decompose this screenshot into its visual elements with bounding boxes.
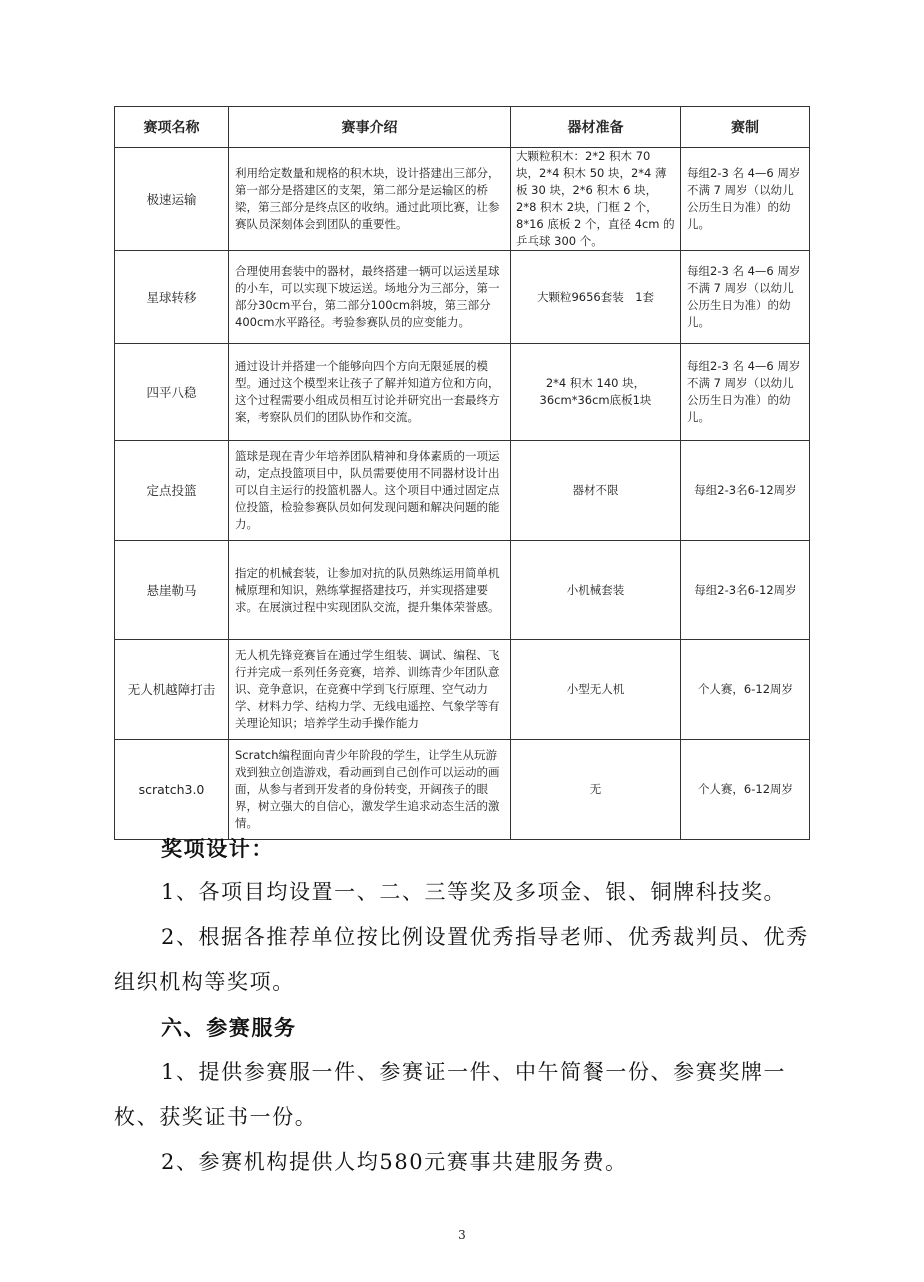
event-intro: 篮球是现在青少年培养团队精神和身体素质的一项运动，定点投篮项目中，队员需要使用不同器材设计出可以自主运行的投篮机器人。这个项目中通过固定点位投篮，检验参赛队员如何发现问题和解决问题的能力。 xyxy=(229,441,511,541)
event-equipment: 小机械套装 xyxy=(511,541,681,640)
event-name: 定点投篮 xyxy=(115,441,229,541)
services-item: 2、参赛机构提供人均580元赛事共建服务费。 xyxy=(161,1150,628,1174)
services-heading: 六、参赛服务 xyxy=(161,1015,297,1040)
event-format: 每组2-3 名 4—6 周岁不满 7 周岁（以幼儿公历生日为准）的幼儿。 xyxy=(681,344,810,441)
header-equipment: 器材准备 xyxy=(511,107,681,148)
event-equipment: 器材不限 xyxy=(511,441,681,541)
event-format: 每组2-3 名 4—6 周岁不满 7 周岁（以幼儿公历生日为准）的幼儿。 xyxy=(681,148,810,251)
table-row xyxy=(115,251,810,344)
table-row xyxy=(115,740,810,840)
table-row xyxy=(115,541,810,640)
event-name: 极速运输 xyxy=(115,148,229,251)
event-format: 个人赛，6-12周岁 xyxy=(681,640,810,740)
event-equipment: 无 xyxy=(511,740,681,840)
event-name: 四平八稳 xyxy=(115,344,229,441)
event-equipment: 小型无人机 xyxy=(511,640,681,740)
services-item: 1、提供参赛服一件、参赛证一件、中午简餐一份、参赛奖牌一枚、获奖证书一份。 xyxy=(114,1060,787,1129)
header-event-intro: 赛事介绍 xyxy=(229,107,511,148)
event-intro: 通过设计并搭建一个能够向四个方向无限延展的模型。通过这个模型来让孩子了解并知道方位和方向，这个过程需要小组成员相互讨论并研究出一套最终方案，考察队员们的团队协作和交流。 xyxy=(229,344,511,441)
event-equipment: 大颗粒9656套装 1套 xyxy=(511,251,681,344)
event-name: 悬崖勒马 xyxy=(115,541,229,640)
event-format: 个人赛，6-12周岁 xyxy=(681,740,810,840)
event-intro: 合理使用套装中的器材，最终搭建一辆可以运送星球的小车，可以实现下坡运送。场地分为三部分，第一部分30cm平台，第二部分100cm斜坡，第三部分400cm水平路径。考验参赛队员的应变能力。 xyxy=(229,251,511,344)
event-equipment: 大颗粒积木：2*2 积木 70 块，2*4 积木 50 块，2*4 薄板 30 块，2*6 积木 6 块，2*8 积木 2块，门框 2 个，8*16 底板 2 个，直径 4cm 的乒乓球 300 个。 xyxy=(511,148,681,251)
event-name: scratch3.0 xyxy=(115,740,229,840)
table-row xyxy=(115,148,810,251)
event-format: 每组2-3 名 4—6 周岁不满 7 周岁（以幼儿公历生日为准）的幼儿。 xyxy=(681,251,810,344)
event-intro: Scratch编程面向青少年阶段的学生，让学生从玩游戏到独立创造游戏，看动画到自己创作可以运动的画面，从参与者到开发者的身份转变，开阔孩子的眼界，树立强大的自信心，激发学生追求动态生活的激情。 xyxy=(229,740,511,840)
competition-table xyxy=(114,106,810,840)
event-intro: 利用给定数量和规格的积木块，设计搭建出三部分，第一部分是搭建区的支架，第二部分是运输区的桥梁，第三部分是终点区的收纳。通过此项比赛，让参赛队员深刻体会到团队的重要性。 xyxy=(229,148,511,251)
table-row xyxy=(115,344,810,441)
event-equipment: 2*4 积木 140 块，36cm*36cm底板1块 xyxy=(511,344,681,441)
header-event-name: 赛项名称 xyxy=(115,107,229,148)
awards-item: 2、根据各推荐单位按比例设置优秀指导老师、优秀裁判员、优秀组织机构等奖项。 xyxy=(114,925,809,994)
awards-item: 1、各项目均设置一、二、三等奖及多项金、银、铜牌科技奖。 xyxy=(161,880,787,904)
event-format: 每组2-3名6-12周岁 xyxy=(681,541,810,640)
table-header-row xyxy=(115,107,810,148)
table-row xyxy=(115,441,810,541)
event-intro: 无人机先锋竞赛旨在通过学生组装、调试、编程、飞行并完成一系列任务竞赛，培养、训练青少年团队意识、竞争意识，在竞赛中学到飞行原理、空气动力学、材料力学、结构力学、无线电遥控、气象学等有关理论知识；培养学生动手操作能力 xyxy=(229,640,511,740)
event-intro: 指定的机械套装，让参加对抗的队员熟练运用简单机械原理和知识，熟练掌握搭建技巧，并实现搭建要求。在展演过程中实现团队交流，提升集体荣誉感。 xyxy=(229,541,511,640)
header-format: 赛制 xyxy=(681,107,810,148)
awards-heading: 奖项设计： xyxy=(161,836,274,861)
page-number: 3 xyxy=(458,1228,466,1242)
table-row xyxy=(115,640,810,740)
event-format: 每组2-3名6-12周岁 xyxy=(681,441,810,541)
event-name: 无人机越障打击 xyxy=(115,640,229,740)
event-name: 星球转移 xyxy=(115,251,229,344)
